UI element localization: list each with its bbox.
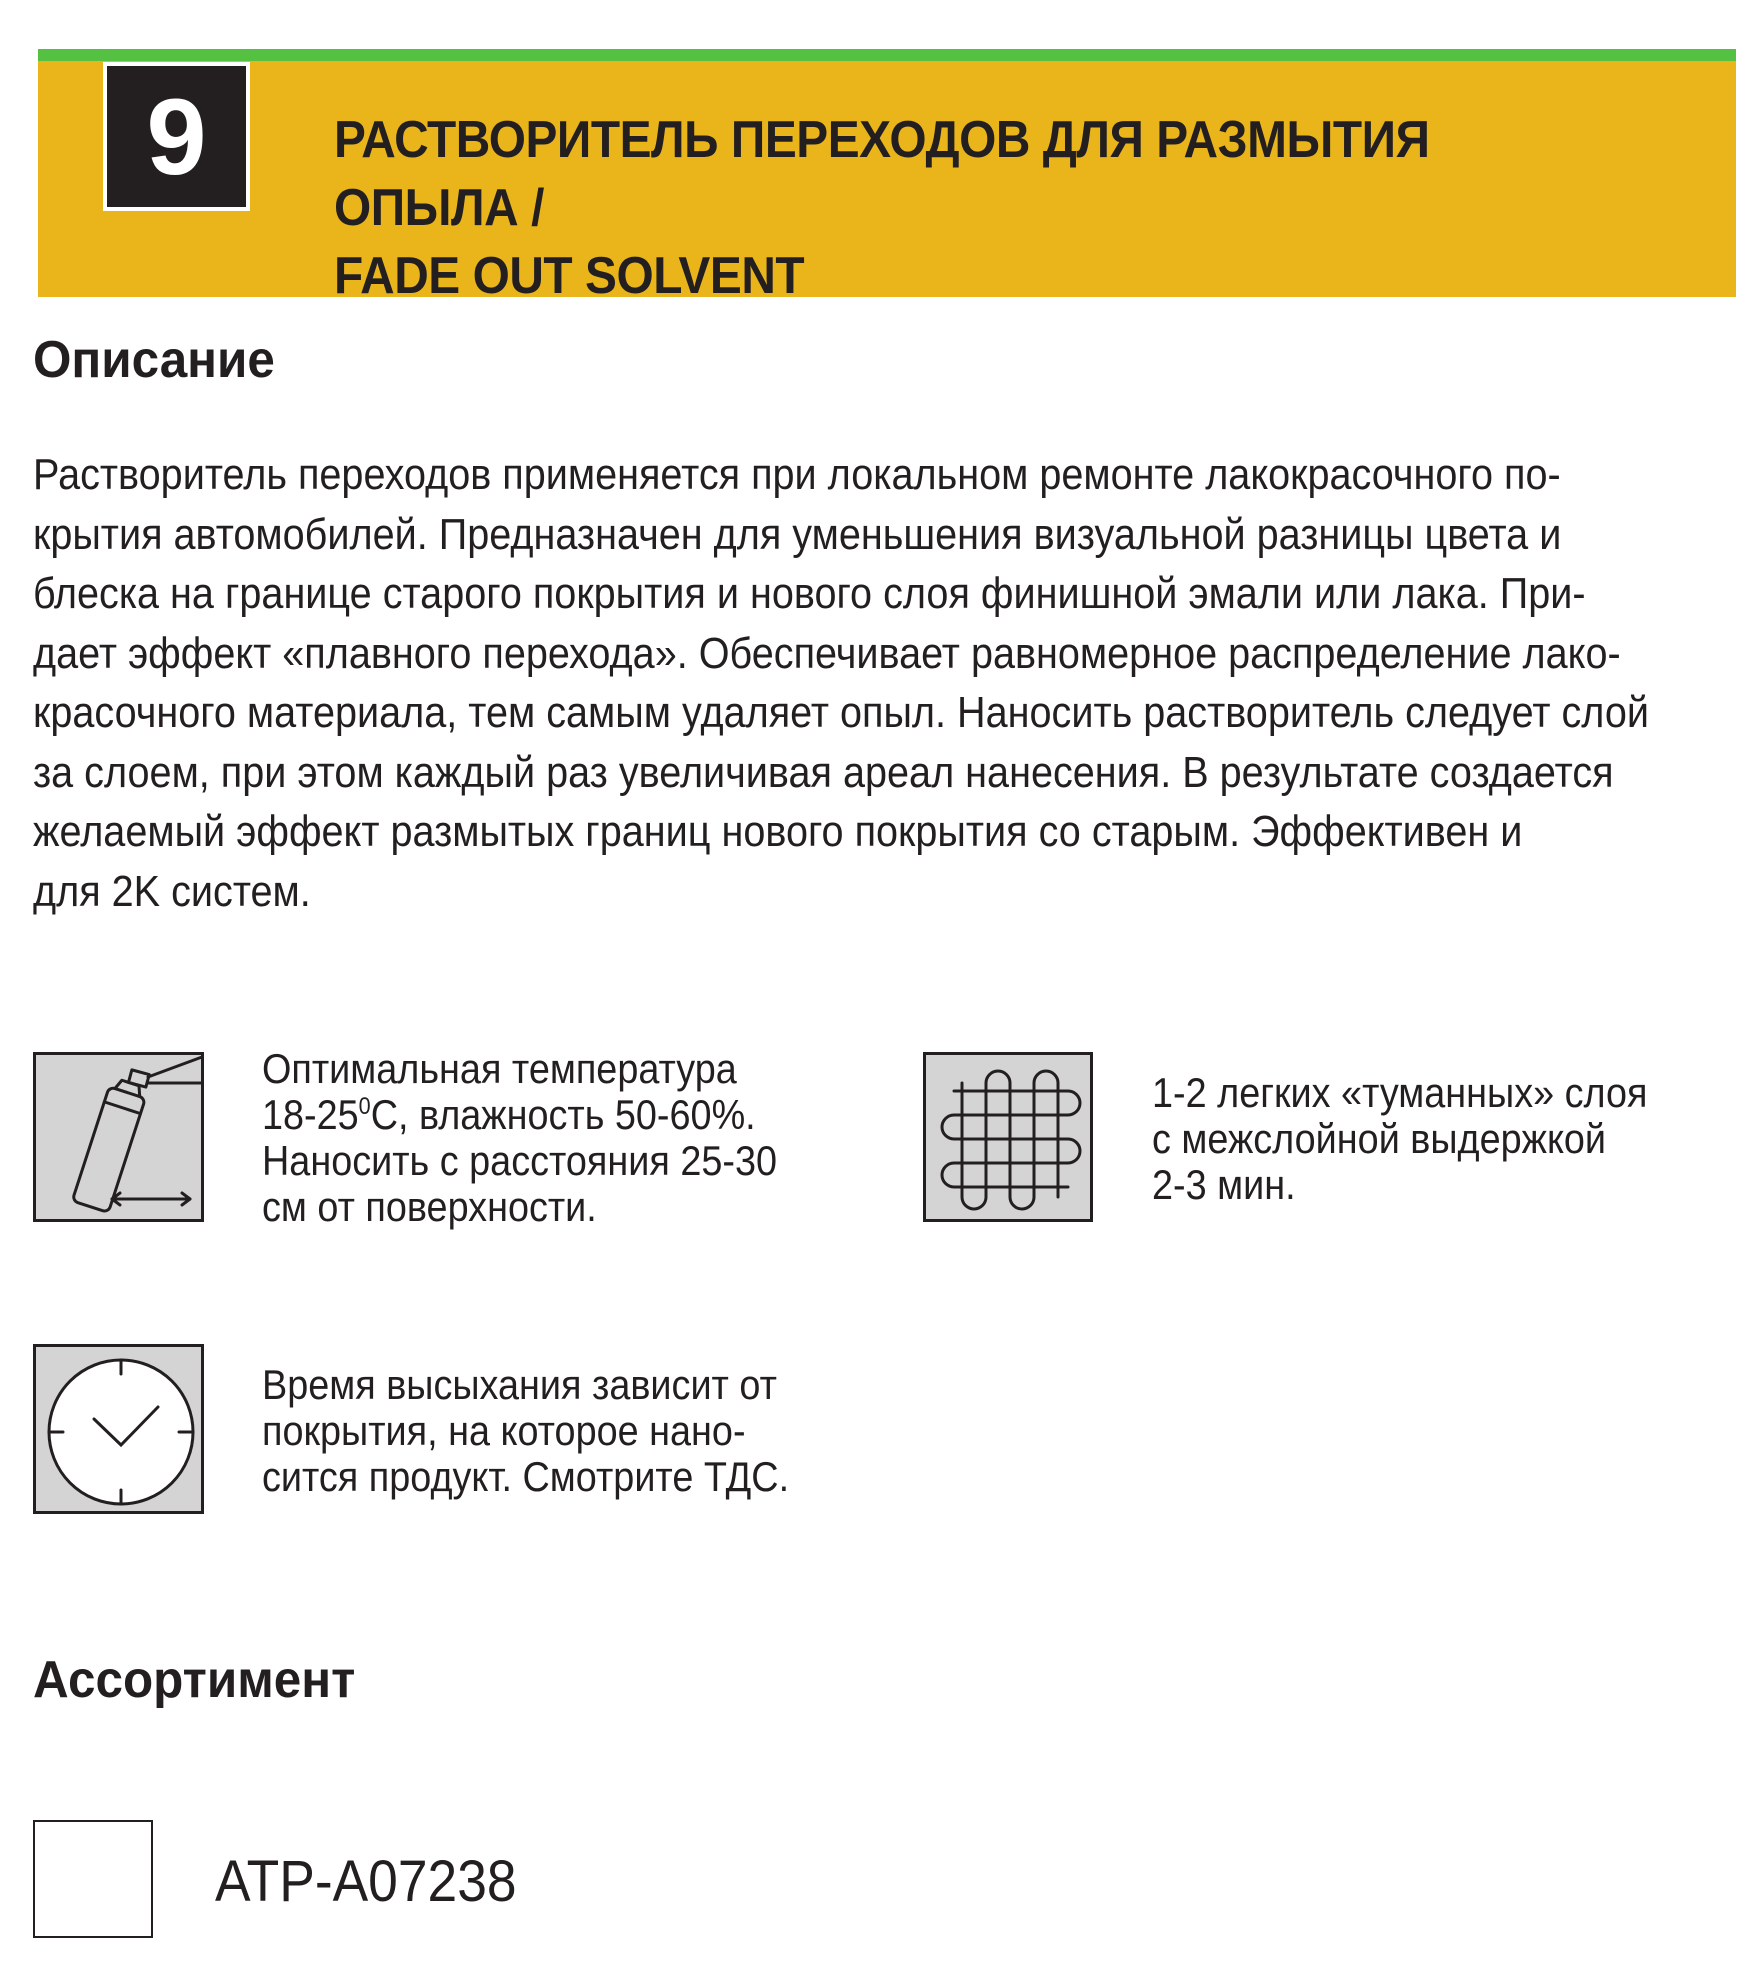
- drying-line: Время высыхания зависит от: [262, 1361, 777, 1408]
- layers-line: с межслойной выдержкой: [1152, 1115, 1607, 1162]
- spray-instructions: [262, 1046, 777, 1230]
- layers-line: 2-3 мин.: [1152, 1161, 1296, 1208]
- spray-line: [262, 1092, 777, 1138]
- spray-pattern-icon: [923, 1052, 1093, 1222]
- description-line: для 2K систем.: [33, 866, 311, 916]
- section-number: 9: [103, 62, 250, 211]
- layers-instructions: [1152, 1070, 1648, 1208]
- humidity-text: С, влажность 50-60%.: [370, 1091, 756, 1138]
- spray-line: Оптимальная температура: [262, 1045, 737, 1092]
- spray-line: см от поверхности.: [262, 1183, 597, 1230]
- description-line: за слоем, при этом каждый раз увеличивая ареал нанесения. В результате создается: [33, 747, 1614, 797]
- assortment-heading: Ассортимент: [33, 1651, 356, 1709]
- description-text: [33, 445, 1649, 921]
- description-line: желаемый эффект размытых границ нового покрытия со старым. Эффективен и: [33, 807, 1523, 856]
- spray-can-icon: [33, 1052, 204, 1222]
- drying-line: покрытия, на которое нано-: [262, 1407, 746, 1454]
- product-image-placeholder: [33, 1820, 153, 1938]
- drying-line: сится продукт. Смотрите ТДС.: [262, 1453, 790, 1500]
- drying-instructions: [262, 1362, 789, 1500]
- description-line: красочного материала, тем самым удаляет опыл. Наносить растворитель следует слой: [33, 688, 1649, 737]
- description-line: дает эффект «плавного перехода». Обеспечивает равномерное распределение лако-: [33, 628, 1621, 678]
- spray-line: Наносить с расстояния 25-30: [262, 1137, 778, 1184]
- layers-line: 1-2 легких «туманных» слоя: [1152, 1069, 1648, 1116]
- description-line: Растворитель переходов применяется при локальном ремонте лакокрасочного по-: [33, 450, 1561, 499]
- article-number: ATP-A07238: [215, 1849, 517, 1914]
- degree-sign: 0: [358, 1093, 371, 1120]
- title-line-2: FADE OUT SOLVENT: [334, 247, 805, 305]
- description-line: блеска на границе старого покрытия и нового слоя финишной эмали или лака. При-: [33, 569, 1586, 618]
- title-line-1: РАСТВОРИТЕЛЬ ПЕРЕХОДОВ ДЛЯ РАЗМЫТИЯ ОПЫЛА /: [334, 111, 1430, 237]
- clock-icon: [33, 1344, 204, 1514]
- temperature-range: 18-25: [262, 1091, 359, 1138]
- description-line: крытия автомобилей. Предназначен для уменьшения визуальной разницы цвета и: [33, 509, 1562, 559]
- page-title: [334, 106, 1613, 310]
- description-heading: Описание: [33, 331, 275, 389]
